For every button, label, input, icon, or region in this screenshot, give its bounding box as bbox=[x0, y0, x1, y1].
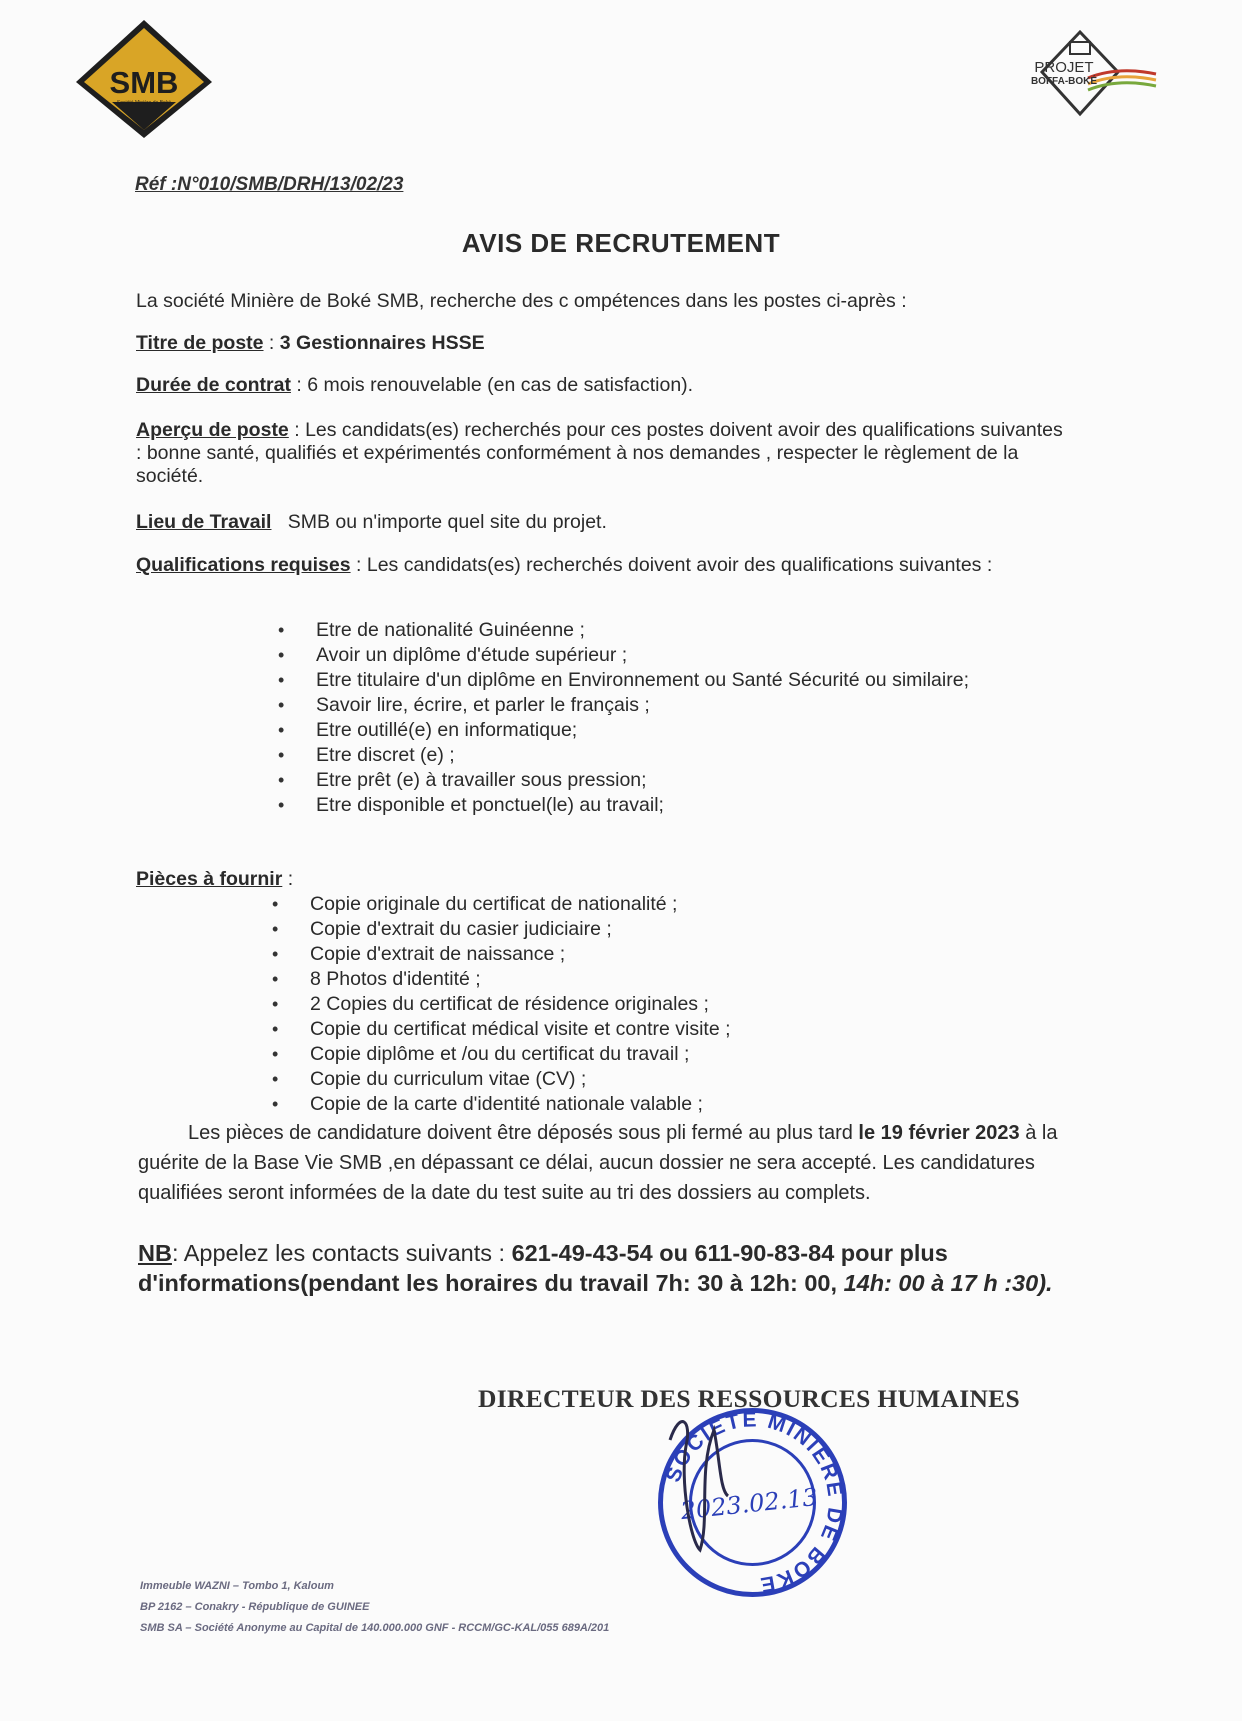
poste-section bbox=[136, 332, 1066, 355]
projet-boffa-boke-logo bbox=[1000, 28, 1160, 120]
list-item: • Etre discret (e) ; bbox=[316, 743, 1036, 768]
duree-section bbox=[136, 374, 1066, 397]
footer bbox=[140, 1576, 609, 1639]
deposit-text-3: Les candidatures qualifiées seront informées de la date du test suite au tri des dossiers au complets. bbox=[138, 1152, 1035, 1204]
list-item: • Copie d'extrait de naissance ; bbox=[310, 942, 1030, 967]
qualifications-label: Qualifications requises bbox=[136, 554, 351, 576]
nb-hours-2: 14h: 00 à 17 h :30). bbox=[843, 1270, 1053, 1296]
list-item: • Copie du curriculum vitae (CV) ; bbox=[310, 1067, 1030, 1092]
lieu-value: SMB ou n'importe quel site du projet. bbox=[287, 511, 607, 533]
pieces-list bbox=[310, 892, 1030, 1117]
lieu-separator bbox=[271, 511, 287, 533]
duree-value: 6 mois renouvelable (en cas de satisfaction). bbox=[307, 374, 694, 396]
apercu-value: Les candidats(es) recherchés pour ces postes doivent avoir des qualifications suivantes : bonne santé, qualifiés et expérimentés conformément à nos demandes , respecter le règlement de la société. bbox=[136, 419, 1063, 487]
duree-label: Durée de contrat bbox=[136, 374, 291, 396]
footer-address: Immeuble WAZNI – Tombo 1, Kaloum bbox=[140, 1580, 334, 1592]
duree-separator: : bbox=[290, 374, 308, 396]
apercu-separator: : bbox=[288, 419, 306, 441]
list-item: • Savoir lire, écrire, et parler le français ; bbox=[316, 693, 1036, 718]
nb-text-1: : Appelez les contacts suivants : bbox=[171, 1240, 512, 1266]
smb-logo-subtitle: Société Minière de Boké bbox=[116, 100, 172, 106]
director-title: DIRECTEUR DES RESSOURCES HUMAINES bbox=[478, 1384, 1020, 1413]
stamp-date: 2023.02.13 bbox=[679, 1482, 819, 1526]
qualifications-value: Les candidats(es) recherchés doivent avoir des qualifications suivantes : bbox=[366, 554, 993, 576]
deposit-text-2: à la guérite de la Base Vie SMB ,en dépassant ce délai, aucun dossier ne sera accepté. bbox=[138, 1122, 1058, 1174]
list-item: • Etre prêt (e) à travailler sous pression; bbox=[316, 768, 1036, 793]
apercu-section bbox=[136, 419, 1066, 488]
list-item: • Copie de la carte d'identité nationale valable ; bbox=[310, 1092, 1030, 1117]
footer-postal: BP 2162 – Conakry - République de GUINEE bbox=[140, 1601, 370, 1613]
deposit-text-1: Les pièces de candidature doivent être déposés sous pli fermé au plus tard bbox=[188, 1122, 859, 1144]
list-item: • Avoir un diplôme d'étude supérieur ; bbox=[316, 643, 1036, 668]
company-stamp bbox=[650, 1400, 855, 1605]
deposit-instructions bbox=[138, 1118, 1078, 1208]
list-item: • Copie originale du certificat de nationalité ; bbox=[310, 892, 1030, 917]
qualifications-separator: : bbox=[350, 554, 367, 576]
nb-label: NB bbox=[138, 1240, 172, 1266]
pieces-section bbox=[136, 868, 1066, 891]
lieu-section bbox=[136, 511, 1066, 534]
poste-separator: : bbox=[263, 332, 280, 354]
list-item: • Copie d'extrait du casier judiciaire ; bbox=[310, 917, 1030, 942]
list-item: • Copie du certificat médical visite et contre visite ; bbox=[310, 1017, 1030, 1042]
intro-text: La société Minière de Boké SMB, recherche des c ompétences dans les postes ci-après : bbox=[136, 290, 907, 312]
list-item: • 8 Photos d'identité ; bbox=[310, 967, 1030, 992]
list-item: • 2 Copies du certificat de résidence originales ; bbox=[310, 992, 1030, 1017]
list-item: • Etre outillé(e) en informatique; bbox=[316, 718, 1036, 743]
list-item: • Etre titulaire d'un diplôme en Environnement ou Santé Sécurité ou similaire; bbox=[316, 668, 1036, 693]
stamp-ring-text: SOCIETE MINIERE DE BOKE bbox=[661, 1408, 847, 1597]
list-item: • Etre disponible et ponctuel(le) au travail; bbox=[316, 793, 1036, 818]
projet-logo-line2: BOFFA-BOKÉ bbox=[1030, 76, 1098, 87]
poste-label: Titre de poste bbox=[136, 332, 264, 354]
reference-number: Réf :N°010/SMB/DRH/13/02/23 bbox=[135, 174, 404, 195]
nb-contacts bbox=[138, 1238, 1078, 1298]
pieces-label: Pièces à fournir bbox=[136, 868, 283, 890]
nb-text-2: pour plus d'informations(pendant les horaires du travail 7h: 30 à 12h: 00, bbox=[138, 1240, 948, 1296]
smb-logo-text: SMB bbox=[109, 65, 179, 100]
footer-company-info: SMB SA – Société Anonyme au Capital de 140.000.000 GNF - RCCM/GC-KAL/055 689A/201 bbox=[140, 1622, 610, 1634]
qualifications-list bbox=[316, 618, 1036, 818]
list-item: • Copie diplôme et /ou du certificat du travail ; bbox=[310, 1042, 1030, 1067]
poste-value: 3 Gestionnaires HSSE bbox=[279, 332, 485, 354]
qualifications-section bbox=[136, 554, 1066, 577]
nb-phones: 621-49-43-54 ou 611-90-83-84 bbox=[511, 1240, 835, 1266]
apercu-label: Aperçu de poste bbox=[136, 419, 289, 441]
projet-logo-line1: PROJET bbox=[1034, 59, 1094, 76]
smb-logo bbox=[72, 16, 216, 142]
pieces-separator: : bbox=[282, 868, 294, 890]
list-item: • Etre de nationalité Guinéenne ; bbox=[316, 618, 1036, 643]
deposit-deadline: le 19 février 2023 bbox=[858, 1122, 1020, 1144]
lieu-label: Lieu de Travail bbox=[136, 511, 272, 533]
page-title: AVIS DE RECRUTEMENT bbox=[461, 228, 781, 258]
